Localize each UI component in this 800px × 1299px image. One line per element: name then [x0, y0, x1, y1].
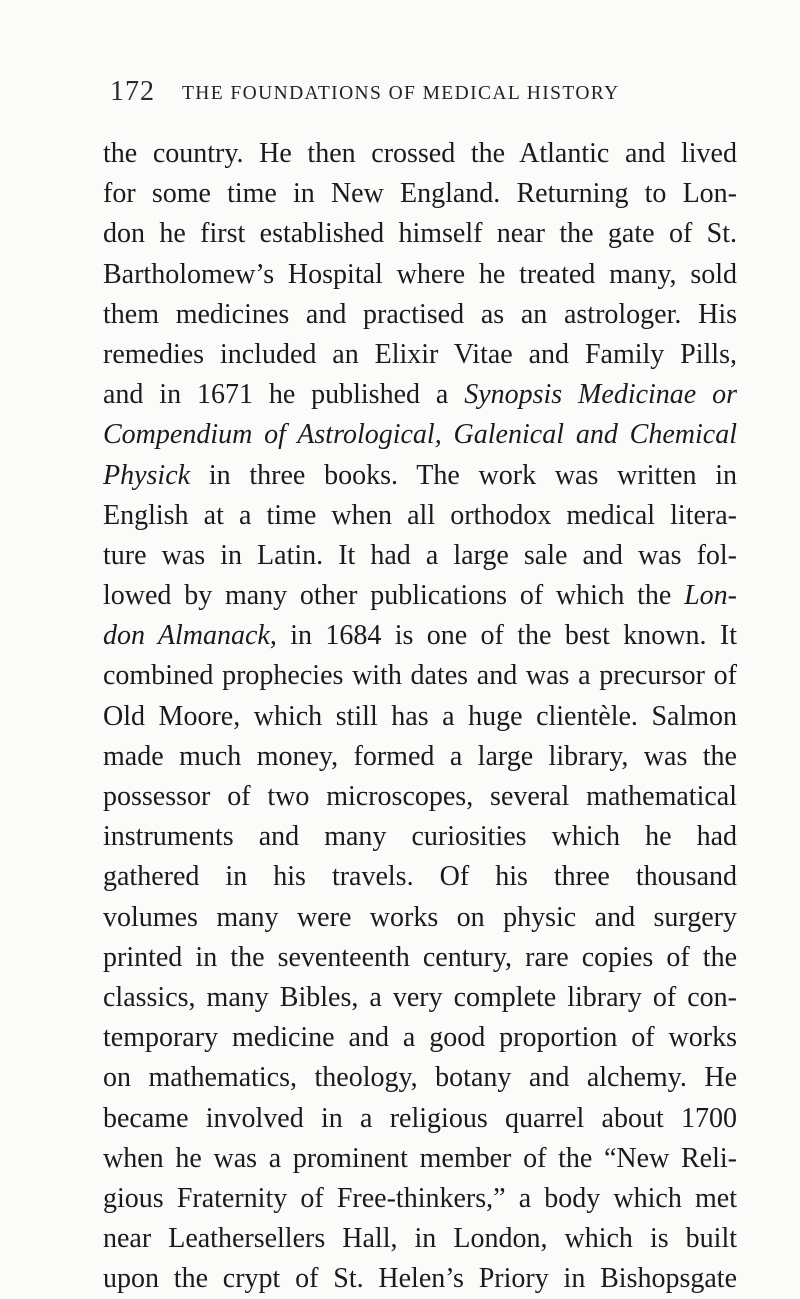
text-line — [103, 214, 737, 254]
italic-text-segment: don Almanack, — [103, 620, 277, 652]
text-segment: English at a time when all orthodox medical litera- — [103, 499, 737, 531]
page-number: 172 — [110, 76, 155, 107]
text-segment: and in 1671 he published a — [103, 379, 465, 411]
text-line — [103, 134, 737, 174]
text-line — [103, 335, 737, 375]
text-line — [103, 255, 737, 295]
text-segment: volumes many were works on physic and surgery — [103, 901, 737, 933]
italic-text-segment: Synopsis Medicinae or — [464, 379, 737, 411]
italic-text-segment: Lon- — [684, 580, 737, 612]
text-line — [103, 1179, 737, 1219]
text-segment: Old Moore, which still has a huge clientèle. Salmon — [103, 700, 737, 732]
text-line — [103, 616, 737, 656]
text-segment: gathered in his travels. Of his three thousand — [103, 861, 737, 893]
text-segment: classics, many Bibles, a very complete library of con- — [103, 981, 737, 1013]
text-line — [103, 697, 737, 737]
text-line — [103, 898, 737, 938]
italic-text-segment: Physick — [103, 459, 191, 491]
text-line — [103, 1139, 737, 1179]
text-segment: upon the crypt of St. Helen’s Priory in Bishopsgate — [103, 1263, 737, 1295]
text-line — [103, 1259, 737, 1299]
text-segment: printed in the seventeenth century, rare copies of the — [103, 941, 737, 973]
text-line — [103, 938, 737, 978]
text-line — [103, 1018, 737, 1058]
text-segment: ture was in Latin. It had a large sale and was fol- — [103, 539, 737, 571]
italic-text-segment: Compendium of Astrological, Galenical and Chemical — [103, 419, 737, 451]
text-segment: Bartholomew’s Hospital where he treated many, sold — [103, 258, 737, 290]
text-line — [103, 777, 737, 817]
text-segment: combined prophecies with dates and was a precursor of — [103, 660, 737, 692]
text-line — [103, 737, 737, 777]
text-segment: in three books. The work was written in — [190, 459, 737, 491]
text-segment: near Leathersellers Hall, in London, which is built — [103, 1223, 737, 1255]
text-line — [103, 1219, 737, 1259]
text-line — [103, 415, 737, 455]
text-line — [103, 174, 737, 214]
text-segment: lowed by many other publications of which the — [103, 580, 685, 612]
running-head — [110, 76, 690, 116]
text-segment: the country. He then crossed the Atlantic and lived — [103, 138, 737, 169]
text-segment: instruments and many curiosities which he had — [103, 821, 737, 853]
text-segment: became involved in a religious quarrel about 1700 — [103, 1102, 737, 1134]
text-line — [103, 857, 737, 897]
text-line — [103, 456, 737, 496]
text-segment: don he first established himself near the gate of St. — [103, 218, 737, 250]
text-line — [103, 536, 737, 576]
text-segment: remedies included an Elixir Vitae and Family Pills, — [103, 338, 737, 370]
text-line — [103, 576, 737, 616]
text-segment: when he was a prominent member of the “New Reli- — [103, 1142, 737, 1174]
text-line — [103, 1058, 737, 1098]
text-segment: for some time in New England. Returning to Lon- — [103, 178, 737, 210]
text-segment: gious Fraternity of Free-thinkers,” a body which met — [103, 1182, 737, 1214]
text-line — [103, 978, 737, 1018]
text-line — [103, 1099, 737, 1139]
text-segment: them medicines and practised as an astrologer. His — [103, 298, 737, 330]
text-segment: in 1684 is one of the best known. It — [276, 620, 738, 652]
text-line — [103, 496, 737, 536]
text-segment: made much money, formed a large library, was the — [103, 740, 737, 772]
text-line — [103, 656, 737, 696]
text-segment: on mathematics, theology, botany and alchemy. He — [103, 1062, 737, 1094]
text-line — [103, 817, 737, 857]
body-text — [103, 134, 737, 1299]
text-line — [103, 295, 737, 335]
text-segment: temporary medicine and a good proportion of works — [103, 1022, 737, 1054]
text-line — [103, 375, 737, 415]
running-title: THE FOUNDATIONS OF MEDICAL HISTORY — [182, 83, 620, 104]
text-segment: possessor of two microscopes, several mathematical — [103, 781, 737, 812]
